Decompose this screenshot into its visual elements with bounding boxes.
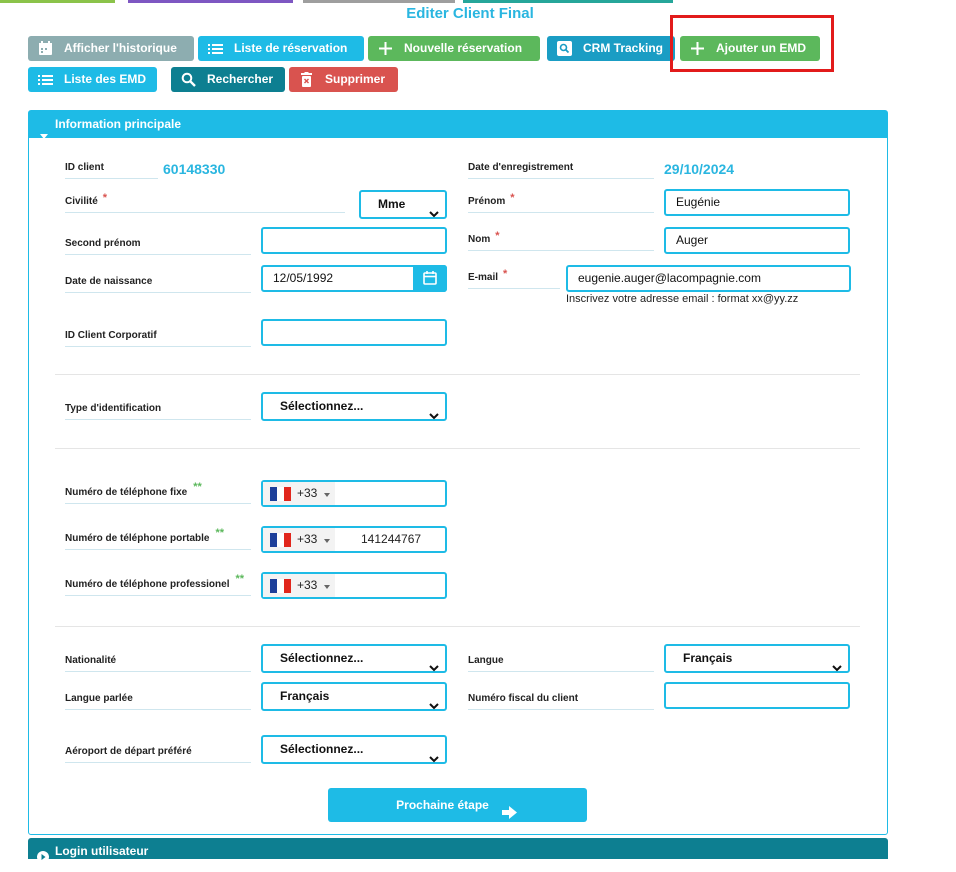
emd-list-button-label: Liste des EMD bbox=[64, 72, 147, 86]
email-label: E-mail * bbox=[468, 271, 560, 289]
delete-button-label: Supprimer bbox=[325, 72, 386, 86]
calendar-picker-button[interactable] bbox=[413, 265, 447, 292]
language-select[interactable]: Français bbox=[664, 644, 850, 673]
tax-number-label: Numéro fiscal du client bbox=[468, 693, 654, 710]
next-step-label: Prochaine étape bbox=[396, 798, 489, 812]
section-divider bbox=[55, 448, 860, 449]
country-code-dropdown[interactable]: +33 bbox=[263, 528, 335, 551]
login-section-header[interactable] bbox=[28, 838, 888, 859]
language-label: Langue bbox=[468, 655, 654, 672]
chevron-down-icon bbox=[429, 747, 439, 772]
chevron-down-icon bbox=[832, 656, 842, 681]
spoken-language-select[interactable]: Français bbox=[261, 682, 447, 711]
spoken-language-label: Langue parlée bbox=[65, 693, 251, 710]
country-code-dropdown[interactable]: +33 bbox=[263, 482, 335, 505]
main-info-header[interactable] bbox=[29, 111, 887, 138]
registration-date-label: Date d'enregistrement bbox=[468, 162, 654, 179]
phone-mobile-input[interactable]: +33 141244767 bbox=[261, 526, 447, 553]
new-reservation-button[interactable] bbox=[368, 36, 540, 61]
highlight-rectangle bbox=[670, 15, 834, 72]
nationality-label: Nationalité bbox=[65, 655, 251, 672]
search-icon bbox=[181, 72, 196, 87]
client-id-value: 60148330 bbox=[163, 161, 226, 177]
reservation-list-button[interactable] bbox=[198, 36, 364, 61]
phone-fixed-input[interactable] bbox=[261, 480, 447, 507]
calendar-icon bbox=[38, 41, 53, 56]
nationality-select[interactable]: Sélectionnez... bbox=[261, 644, 447, 673]
civility-label: Civilité * bbox=[65, 195, 345, 213]
caret-down-icon bbox=[324, 493, 330, 497]
search-button[interactable] bbox=[171, 67, 285, 92]
first-name-input[interactable]: Eugénie bbox=[664, 189, 850, 216]
corporate-id-input[interactable] bbox=[261, 319, 447, 346]
arrow-right-icon bbox=[502, 798, 517, 832]
middle-name-label: Second prénom bbox=[65, 238, 251, 255]
arrow-circle-right-icon bbox=[37, 846, 49, 872]
france-flag-icon bbox=[270, 487, 291, 501]
last-name-label: Nom * bbox=[468, 233, 654, 251]
phone-mobile-label: Numéro de téléphone portable ** bbox=[65, 532, 251, 550]
login-section-title: Login utilisateur bbox=[55, 844, 149, 858]
client-id-label: ID client bbox=[65, 162, 158, 179]
search-button-label: Rechercher bbox=[207, 72, 274, 86]
middle-name-input[interactable] bbox=[261, 227, 447, 254]
top-tab-strip bbox=[0, 0, 956, 4]
birth-date-label: Date de naissance bbox=[65, 276, 251, 293]
new-reservation-button-label: Nouvelle réservation bbox=[404, 41, 523, 55]
page-title: Editer Client Final bbox=[406, 5, 534, 22]
email-input[interactable]: eugenie.auger@lacompagnie.com bbox=[566, 265, 851, 292]
last-name-input[interactable]: Auger bbox=[664, 227, 850, 254]
civility-select[interactable]: Mme bbox=[359, 190, 447, 219]
delete-button[interactable] bbox=[289, 67, 398, 92]
corporate-id-label: ID Client Corporatif bbox=[65, 330, 251, 347]
registration-date-value: 29/10/2024 bbox=[664, 161, 735, 177]
calendar-icon bbox=[423, 271, 437, 285]
crm-tracking-button[interactable] bbox=[547, 36, 675, 61]
chevron-down-icon bbox=[429, 656, 439, 681]
add-emd-button-label: Ajouter un EMD bbox=[716, 41, 806, 55]
phone-fixed-label: Numéro de téléphone fixe ** bbox=[65, 486, 251, 504]
tax-number-input[interactable] bbox=[664, 682, 850, 709]
history-button[interactable] bbox=[28, 36, 194, 61]
main-info-title: Information principale bbox=[55, 117, 182, 131]
phone-pro-input[interactable] bbox=[261, 572, 447, 599]
reservation-list-button-label: Liste de réservation bbox=[234, 41, 348, 55]
id-type-label: Type d'identification bbox=[65, 403, 251, 420]
id-type-select[interactable]: Sélectionnez... bbox=[261, 392, 447, 421]
next-step-button[interactable] bbox=[328, 788, 587, 822]
country-code-dropdown[interactable]: +33 bbox=[263, 574, 335, 597]
email-hint: Inscrivez votre adresse email : format xx@yy.zz bbox=[566, 293, 799, 305]
caret-down-icon bbox=[324, 539, 330, 543]
birth-date-input[interactable]: 12/05/1992 bbox=[261, 265, 447, 292]
search-icon bbox=[557, 41, 572, 56]
plus-icon bbox=[378, 41, 393, 56]
section-divider bbox=[55, 374, 860, 375]
caret-down-icon bbox=[40, 122, 48, 149]
caret-down-icon bbox=[324, 585, 330, 589]
chevron-down-icon bbox=[429, 694, 439, 719]
history-button-label: Afficher l'historique bbox=[64, 41, 177, 55]
airport-label: Aéroport de départ préféré bbox=[65, 746, 251, 763]
france-flag-icon bbox=[270, 579, 291, 593]
crm-tracking-button-label: CRM Tracking bbox=[583, 41, 664, 55]
phone-pro-label: Numéro de téléphone professionel ** bbox=[65, 578, 251, 596]
chevron-down-icon bbox=[429, 202, 439, 227]
trash-icon bbox=[299, 72, 314, 87]
airport-select[interactable]: Sélectionnez... bbox=[261, 735, 447, 764]
main-info-panel bbox=[28, 110, 888, 835]
chevron-down-icon bbox=[429, 404, 439, 429]
france-flag-icon bbox=[270, 533, 291, 547]
emd-list-button[interactable] bbox=[28, 67, 157, 92]
list-icon bbox=[208, 41, 223, 56]
first-name-label: Prénom * bbox=[468, 195, 654, 213]
section-divider bbox=[55, 626, 860, 627]
list-icon bbox=[38, 72, 53, 87]
